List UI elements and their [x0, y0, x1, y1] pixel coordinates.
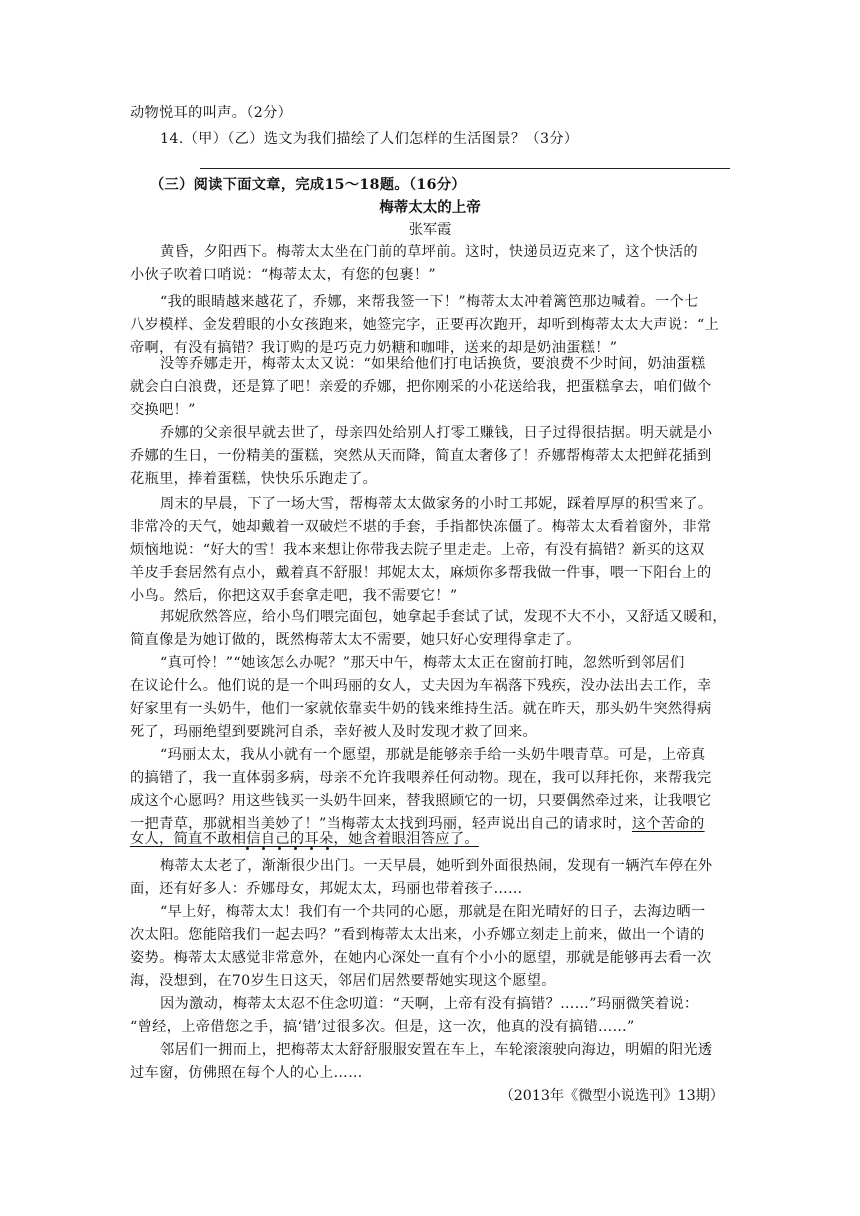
paragraph-line: 周末的早晨，下了一场大雪，帮梅蒂太太做家务的小时工邦妮，踩着厚厚的积雪来了。 — [160, 496, 713, 512]
paragraph-line: 黄昏，夕阳西下。梅蒂太太坐在门前的草坪前。这时，快递员迈克来了，这个快活的 — [160, 244, 698, 260]
paragraph-line: “真可怜！”“她该怎么办呢？”那天中午，梅蒂太太正在窗前打盹，忽然听到邻居们 — [160, 655, 685, 671]
paragraph-line: 梅蒂太太老了，渐渐很少出门。一天早晨，她听到外面很热闹，发现有一辆汽车停在外 — [160, 858, 713, 874]
paragraph-line: 面，还有好多人：乔娜母女，邦妮太太，玛丽也带着孩子…… — [130, 881, 523, 897]
underlined-phrase: 女人，简直不敢相信自己的耳朵，她含着眼泪答应了。 — [130, 831, 479, 847]
paragraph-line: 小伙子吹着口哨说：“梅蒂太太，有您的包裹！” — [130, 267, 436, 283]
paragraph-line: 邻居们一拥而上，把梅蒂太太舒舒服服安置在车上，车轮滚滚驶向海边，明媚的阳光透 — [160, 1042, 713, 1058]
paragraph-line: 邦妮欣然答应，给小鸟们喂完面包，她拿起手套试了试，发现不大不小，又舒适又暖和， — [160, 609, 727, 625]
question-14: 14.（甲）（乙）选文为我们描绘了人们怎样的生活图景？（3分） — [160, 131, 579, 147]
paragraph-line: 死了，玛丽绝望到要跳河自杀，幸好被人及时发现才救了回来。 — [130, 724, 538, 740]
section-heading: （三）阅读下面文章，完成15～18题。（16分） — [150, 177, 466, 193]
paragraph-line: 海，没想到，在70岁生日这天，邻居们居然要帮她实现这个愿望。 — [130, 973, 556, 989]
paragraph-line: 就会白白浪费，还是算了吧！亲爱的乔娜，把你刚采的小花送给我，把蛋糕拿去，咱们做个 — [130, 379, 712, 395]
article-title: 梅蒂太太的上帝 — [379, 200, 481, 216]
paragraph-line: 花瓶里，捧着蛋糕，快快乐乐跑走了。 — [130, 471, 378, 487]
paragraph-line: 小鸟。然后，你把这双手套拿走吧，我不需要它！” — [130, 588, 458, 604]
source-citation: （2013年《微型小说选刊》13期） — [499, 1088, 724, 1104]
paragraph-text: 一把青草，那就相当美妙了！”当梅蒂太太找到玛丽，轻声说出自己的请求时， — [130, 816, 632, 832]
paragraph-line: 次太阳。您能陪我们一起去吗？”看到梅蒂太太出来，小乔娜立刻走上前来，做出一个请的 — [130, 927, 705, 943]
paragraph-line: “早上好，梅蒂太太！我们有一个共同的心愿，那就是在阳光晴好的日子，去海边晒一 — [160, 904, 706, 920]
paragraph-line: 非常冷的天气，她却戴着一双破烂不堪的手套，手指都快冻僵了。梅蒂太太看着窗外，非常 — [130, 519, 712, 535]
divider-rule — [200, 168, 730, 169]
paragraph-line: 好家里有一头奶牛，他们一家就依靠卖牛奶的钱来维持生活。就在昨天，那头奶牛突然得病 — [130, 701, 712, 717]
paragraph-line: 成这个心愿吗？用这些钱买一头奶牛回来，替我照顾它的一切，只要偶然牵过来，让我喂它 — [130, 793, 712, 809]
previous-answer-line: 动物悦耳的叫声。（2分） — [130, 105, 293, 121]
paragraph-line: 过车窗，仿佛照在每个人的心上…… — [130, 1065, 363, 1081]
paragraph-line: 烦恼地说：“好大的雪！我本来想让你带我去院子里走走。上帝，有没有搞错？新买的这双 — [130, 542, 705, 558]
paragraph-line: “玛丽太太，我从小就有一个愿望，那就是能够亲手给一头奶牛喂青草。可是，上帝真 — [160, 747, 706, 763]
paragraph-line: 因为激动，梅蒂太太忍不住念叨道：“天啊，上帝有没有搞错？……”玛丽微笑着说： — [160, 996, 699, 1012]
paragraph-line: 八岁模样、金发碧眼的小女孩跑来，她签完字，正要再次跑开，却听到梅蒂太太大声说：“上 — [130, 317, 720, 333]
paragraph-line: “曾经，上帝借您之手，搞‘错’过很多次。但是，这一次，他真的没有搞错……” — [130, 1019, 635, 1035]
paragraph-line: 没等乔娜走开，梅蒂太太又说：“如果给他们打电话换货，要浪费不少时间，奶油蛋糕 — [160, 356, 706, 372]
paragraph-line: 交换吧！” — [130, 402, 196, 418]
article-author: 张军霞 — [408, 222, 452, 238]
paragraph-line: 姿势。梅蒂太太感觉非常意外，在她内心深处一直有个小小的愿望，那就是能够再去看一次 — [130, 950, 712, 966]
paragraph-line: 简直像是为她订做的，既然梅蒂太太不需要，她只好心安理得拿走了。 — [130, 632, 581, 648]
paragraph-line: 帝啊，有没有搞错？我订购的是巧克力奶糖和咖啡，送来的却是奶油蛋糕！” — [130, 340, 618, 356]
paragraph-line: 的搞错了，我一直体弱多病，母亲不允许我喂养任何动物。现在，我可以拜托你，来帮我完 — [130, 770, 712, 786]
paragraph-line: 在议论什么。他们说的是一个叫玛丽的女人，丈夫因为车祸落下残疾，没办法出去工作，幸 — [130, 678, 712, 694]
underlined-phrase: 这个苦命的 — [631, 816, 705, 832]
paragraph-line — [130, 830, 730, 849]
paragraph-line: 乔娜的父亲很早就去世了，母亲四处给别人打零工赚钱，日子过得很拮据。明天就是小 — [160, 425, 713, 441]
paragraph-line: “我的眼睛越来越花了，乔娜，来帮我签一下！”梅蒂太太冲着篱笆那边喊着。一个七 — [160, 294, 699, 310]
paragraph-line: 羊皮手套居然有点小，戴着真不舒服！邦妮太太，麻烦你多帮我做一件事，喂一下阳台上的 — [130, 565, 712, 581]
paragraph-line: 乔娜的生日，一份精美的蛋糕，突然从天而降，简直太奢侈了！乔娜帮梅蒂太太把鲜花插到 — [130, 448, 712, 464]
